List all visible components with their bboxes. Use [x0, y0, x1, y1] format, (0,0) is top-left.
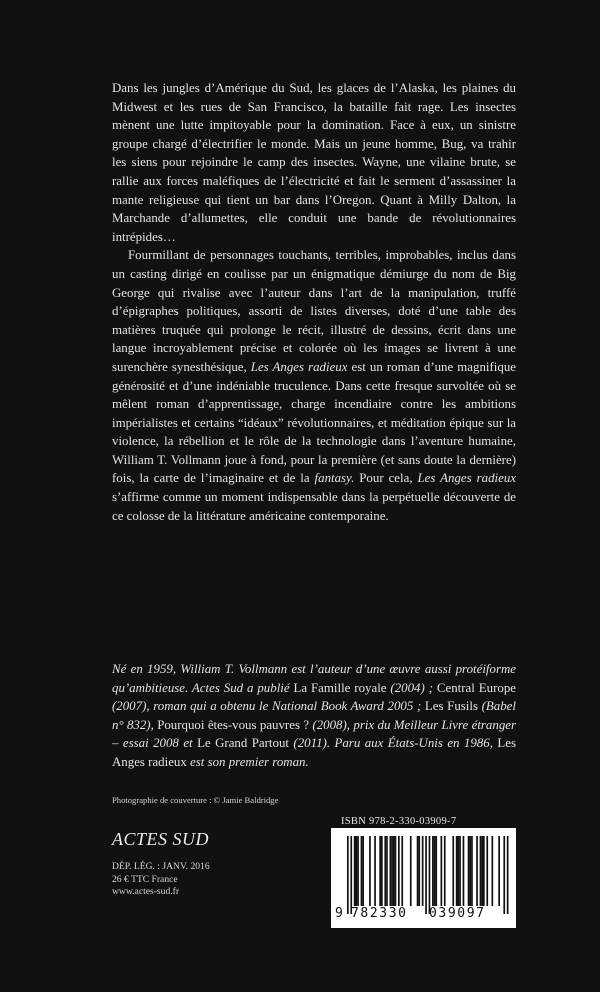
legal-info — [112, 861, 312, 899]
barcode-bar — [356, 836, 358, 906]
fantasy-word: fantasy. — [314, 471, 355, 486]
description-paragraph-2: Fourmillant de personnages touchants, terribles, improbables, inclus dans un casting dirigé en coulisse par un énigmatique démiurge du nom de Big George qui rivalise avec l’auteur dans l’art de la manipulation, truffé d’épigraphes politiques, assorti de listes diverses, doté d’une table des matières truquée qui prolonge le récit, illustré de dessins, écrit dans une langue incroyablement précise et colorée où les images se livrent à une surenchère synesthésique, Les Anges radieux est un roman d’une magnifique générosité et d’une indéniable truculence. Dans cette fresque survoltée où se mêlent roman d’apprentissage, charge incendiaire contre les ambitions impérialistes et certains “idéaux” révolutionnaires, et méditation épique sur la violence, la rébellion et le rôle de la technologie dans l’aventure humaine, William T. Vollmann joue à fond, pour la première (et sans doute la dernière) fois, la carte de l’imaginaire et de la fantasy. Pour cela, Les Anges radieux s’affirme comme un moment indispensable dans la perpétuelle découverte de ce colosse de la littérature américaine contemporaine. — [112, 248, 516, 523]
book-title-mention: Les Anges radieux — [250, 359, 348, 374]
barcode-bar — [456, 836, 458, 906]
barcode-bar — [429, 836, 431, 914]
barcode-bar — [471, 836, 473, 906]
barcode-bar — [357, 836, 359, 906]
barcode-bar — [480, 836, 482, 906]
barcode-bar — [458, 836, 460, 906]
barcode-bar — [410, 836, 412, 906]
barcode-bar — [361, 836, 363, 906]
barcode-bar — [417, 836, 419, 906]
barcode-bar — [476, 836, 478, 906]
barcode-bar — [492, 836, 494, 906]
barcode-bar — [395, 836, 397, 906]
barcode-bar — [418, 836, 420, 906]
barcode-bar — [434, 836, 436, 906]
barcode-bar — [374, 836, 376, 906]
barcode-bar — [347, 836, 349, 914]
barcode-bar — [435, 836, 437, 906]
barcode-bar — [354, 836, 356, 906]
barcode-bar — [362, 836, 364, 906]
photo-credit: Photographie de couverture : © Jamie Baldridge — [112, 795, 279, 805]
barcode-bar — [390, 836, 392, 906]
barcode-left-digits: 782330 — [351, 906, 408, 921]
book-description — [112, 79, 516, 525]
barcode-bar — [441, 836, 443, 906]
website: www.actes-sud.fr — [112, 886, 180, 897]
barcode-right-digits: 039097 — [429, 906, 486, 921]
barcode-bar — [369, 836, 371, 906]
barcode-bar — [398, 836, 400, 906]
barcode-bar — [469, 836, 471, 906]
barcode-bar — [444, 836, 446, 906]
barcode-bar — [350, 836, 352, 914]
price: 26 € TTC France — [112, 873, 178, 885]
barcode-bar — [507, 836, 509, 914]
book-title-mention: Les Anges radieux — [417, 471, 516, 486]
barcode-bar — [483, 836, 485, 906]
barcode-bar — [481, 836, 483, 906]
barcode-bar — [381, 836, 383, 906]
isbn-number: ISBN 978-2-330-03909-7 — [341, 816, 457, 827]
barcode-bar — [432, 836, 434, 906]
barcode-bar — [384, 836, 386, 906]
barcode-bar — [422, 836, 424, 906]
barcode-bar — [386, 836, 388, 906]
description-paragraph-1: Dans les jungles d’Amérique du Sud, les glaces de l’Alaska, les plaines du Midwest et les rues de San Francisco, la bataille fait rage. Les insectes mènent une lutte impitoyable pour la domination. Face à eux, un sinistre groupe chargé d’électrifier le monde. Mais un jeune homme, Bug, va trahir les siens pour rejoindre le camp des insectes. Wayne, une vilaine brute, se rallie aux forces maléfiques de l’électricité et fait le serment d’assassiner la mante religieuse qui tient un bar dans l’Oregon. Quant à Milly Dalton, la Marchande d’allumettes, elle conduit une bande de révolutionnaires intrépides… — [112, 81, 516, 244]
barcode-first-digit: 9 — [335, 906, 343, 921]
barcode — [331, 828, 516, 928]
barcode-bar — [379, 836, 381, 906]
author-bio: Né en 1959, William T. Vollmann est l’auteur d’une œuvre aussi protéiforme qu’ambitieuse. Actes Sud a publié La Famille royale (2004) ; Central Europe (2007), roman qui a obtenu le National Book Award 2005 ; Les Fusils (Babel n° 832), Pourquoi êtes-vous pauvres ? (2008), prix du Meilleur Livre étranger – essai 2008 et Le Grand Partout (2011). Paru aux États-Unis en 1986, Les Anges radieux est son premier roman. — [112, 662, 517, 769]
barcode-bar — [463, 836, 465, 906]
barcode-bar — [468, 836, 470, 906]
barcode-bar — [503, 836, 505, 914]
barcode-bar — [393, 836, 395, 906]
barcode-bar — [498, 836, 500, 906]
barcode-bar — [459, 836, 461, 906]
legal-deposit: DÉP. LÉG. : JANV. 2016 — [112, 861, 210, 872]
publisher-logo: ACTES SUD — [112, 829, 210, 849]
barcode-bar — [425, 836, 427, 914]
barcode-digits — [331, 906, 516, 924]
barcode-bar — [391, 836, 393, 906]
barcode-bar — [486, 836, 488, 906]
barcode-bar — [401, 836, 403, 906]
barcode-bar — [452, 836, 454, 906]
